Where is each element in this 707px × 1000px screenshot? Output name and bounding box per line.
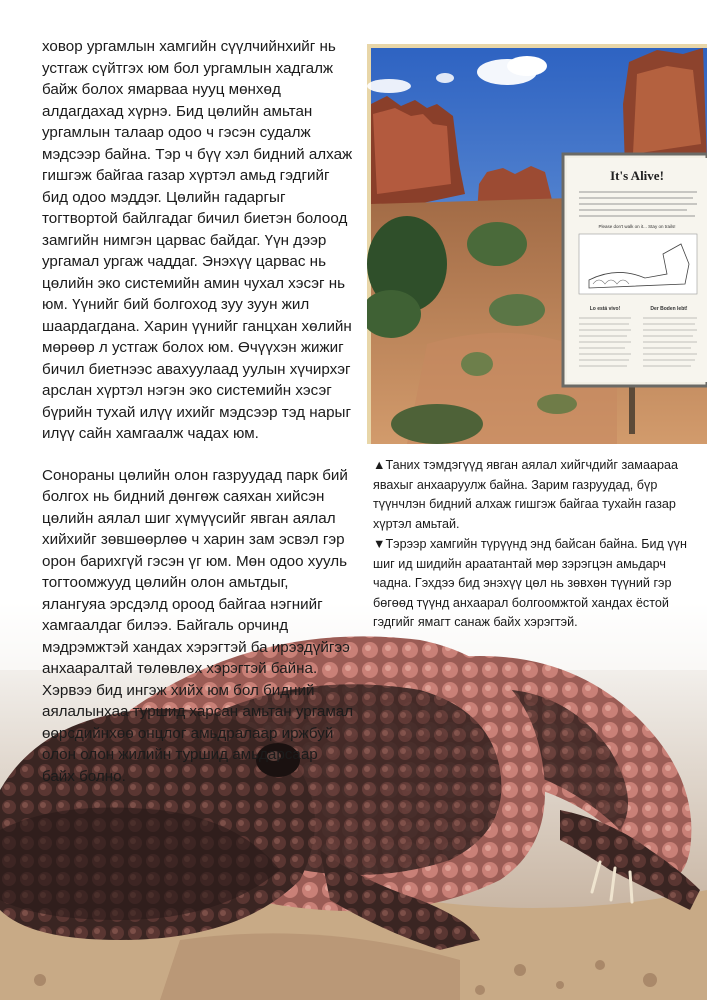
desert-sign-photo <box>367 44 707 444</box>
paragraph-2: Сонораны цөлийн олон газруудад парк бий болгох нь бидний дөнгөж саяхан хийсэн цөлийн аялал шиг хүмүүсийг явган аялал хийхийг зөвшөөрлөө ч харин зам эсвэл гэр орон барихгүй гэсэн үг юм. Мөн одоо хууль тогтоомжууд цөлийн олон амьтдыг, ялангуяа эрсдэлд ороод байгаа нэгнийг хамгаалдаг билээ. Байгаль орчинд мэдрэмжтэй хандах хэрэгтэй ба ирээдүйгээ анхааралтай төлөвлөх хэрэгтэй байна. Хэрвээ бид ингэж хийх юм бол бидний аялалынхаа туршид харсан амьтан ургамал өөрсдийнхөө онцлог амьдралаар иржбуй олон олон жилийн туршид амьдарсаар байх болно. <box>42 466 354 785</box>
caption-sign-text: Таних тэмдэгүүд явган аялал хийгчдийг замаараа явахыг анхааруулж байна. Зарим газруудад, бүр түүнчлэн бидний алхаж гишгэж байгаа тухайн газар хүртэл амьтай. <box>373 458 678 531</box>
caption-sign-photo <box>373 456 691 534</box>
triangle-down-icon: ▼ <box>373 537 386 551</box>
article-body <box>42 36 354 807</box>
paragraph-1: ховор ургамлын хамгийн сүүлчийнхийг нь устгаж сүйтгэх юм бол ургамлын хадгалж байж болох ямарваа нууц мөнхөд алдагдахад хүрнэ. Бид цөлийн амьтан ургамлын талаар одоо ч гэсэн судалж мэдсээр байна. Тэр ч бүү хэл бидний алхаж гишгэж байгаа газар хүртэл амьд гэдгийг бид одоо мэддэг. Цөлийн гадаргыг тогтвортой байлгадаг бичил биетэн болоод замгийн нимгэн царвас байдаг. Үүн дээр ургамал ургаж чаддаг. Энэхүү царвас нь цөлийн эко системийн амин чухал хэсэг нь юм. Үүнийг бий болгоход зуу зуун жил шаардагдана. Харин үүнийг ганцхан хөлийн мөрөөр л устгаж болох юм. Өчүүхэн жижиг бичил биетнээс авахуулаад уулын хүчирхэг арслан хүртэл нэгэн эко системийн хэсэг бүрийн тухай илүү ихийг мэдсээр тэд нарыг илүү сайн хамгаалж чадах юм. <box>42 38 353 442</box>
caption-lizard-text: Тэрээр хамгийн түрүүнд энд байсан байна. Бид үүн шиг ид шидийн араатантай мөр зэрэгцэн амьдарч чадна. Гэхдээ бид энэхүү цөл нь зөвхөн түүний гэр бөгөөд түүнд анхаарал болгоомжтой хандах ёстой гэдгийг ямагт санаж байх хэрэгтэй. <box>373 537 687 629</box>
sign-label-spanish: Lo está vivo! <box>589 306 621 312</box>
triangle-up-icon: ▲ <box>373 458 386 472</box>
caption-lizard-photo <box>373 535 691 633</box>
sign-title: It's Alive! <box>610 168 664 183</box>
sign-warning: Please don't walk on it... Stay on trails! <box>598 224 676 229</box>
sign-label-german: Der Boden lebt! <box>650 306 688 312</box>
desert-sign-illustration <box>367 44 707 444</box>
